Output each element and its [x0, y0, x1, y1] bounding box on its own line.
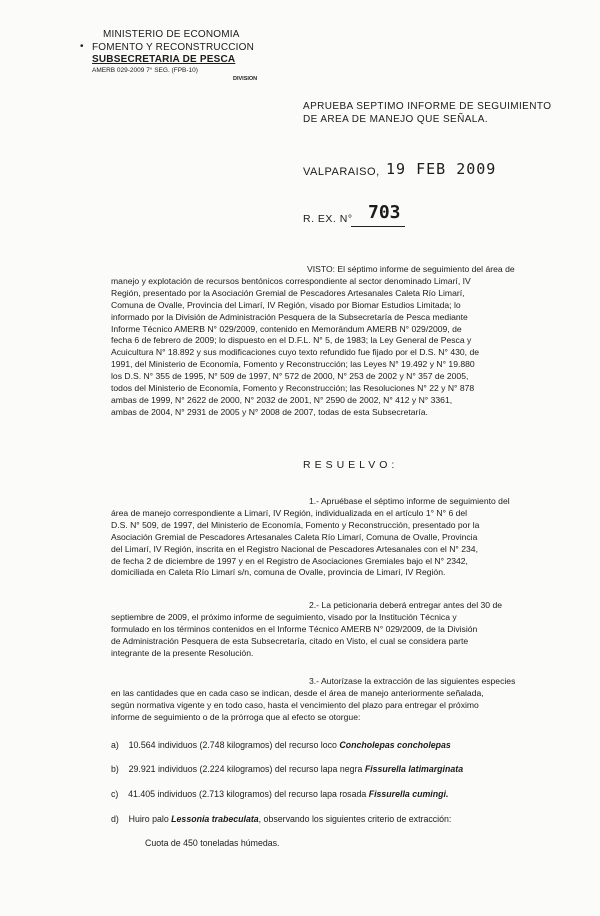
item-text: 10.564 individuos (2.748 kilogramos) del recurso loco — [128, 740, 340, 750]
date-stamp: 19 FEB 2009 — [386, 160, 497, 178]
point-3-paragraph — [111, 676, 567, 724]
place-name: VALPARAISO, — [303, 166, 380, 178]
resolution-label: R. EX. N° — [303, 213, 353, 225]
item-b — [111, 764, 463, 774]
point-2-line: integrante de la presente Resolución. — [111, 647, 254, 658]
file-reference: AMERB 029-2009 7° SEG. (FPB-10) — [92, 67, 198, 74]
visto-line: todos del Ministerio de Economía, Fomento y Reconstrucción; las Resoluciones N° 22 y N° 878 — [111, 383, 475, 394]
species-name: Lessonia trabeculata — [171, 814, 259, 824]
subsecretaria-name: SUBSECRETARIA DE PESCA — [92, 54, 236, 65]
resolution-underline — [351, 226, 405, 227]
item-c — [111, 789, 448, 799]
point-2-line: formulado en los términos contenidos en el Informe Técnico AMERB N° 029/2009, de la División — [111, 623, 478, 634]
species-name: Fissurella latimarginata — [364, 764, 464, 774]
visto-line: fecha 6 de febrero de 2009; lo dispuesto en el D.F.L. N° 5, de 1983; la Ley General de Pesca y — [111, 335, 472, 346]
point-2-line: 2.- La peticionaria deberá entregar antes del 30 de — [309, 600, 503, 610]
item-text: Huiro palo — [128, 814, 172, 824]
species-name: Fissurella cumingi. — [368, 789, 449, 799]
point-2-line: de Administración Pesquera de esta Subsecretaría, citado en Visto, el cual se considera parte — [111, 635, 469, 646]
point-3-line: en las cantidades que en cada caso se indican, desde el área de manejo anteriormente señalada, — [111, 687, 484, 698]
item-text-suffix: , observando los siguientes criterio de extracción: — [258, 814, 452, 824]
point-1-paragraph — [111, 496, 567, 579]
item-letter: d) — [111, 814, 119, 824]
visto-line: Comuna de Ovalle, Provincia del Limarí, IV Región, visado por Biomar Estudios Limitada; lo — [111, 299, 461, 310]
point-1-line: de fecha 2 de diciembre de 1997 y en el Registro de Asociaciones Gremiales bajo el N° 2342, — [111, 555, 468, 566]
division-stamp: DIVISION — [233, 76, 258, 82]
point-3-line: 3.- Autorízase la extracción de las siguientes especies — [309, 676, 516, 686]
item-d — [111, 814, 451, 824]
header-bullet: • — [80, 41, 84, 52]
visto-line: ambas de 2004, N° 2931 de 2005 y N° 2008 de 2007, todas de esta Subsecretaría. — [111, 406, 428, 417]
resuelvo-heading: RESUELVO: — [303, 459, 399, 471]
visto-line: los D.S. N° 355 de 1995, N° 509 de 1997, N° 572 de 2000, N° 253 de 2002 y N° 357 de 2005, — [111, 371, 469, 382]
document-title-line-2: DE AREA DE MANEJO QUE SEÑALA. — [303, 114, 488, 125]
item-text: 29.921 individuos (2.224 kilogramos) del recurso lapa negra — [128, 764, 365, 774]
point-3-line: informe de seguimiento o de la prórroga que al efecto se otorgue: — [111, 711, 361, 722]
visto-line: Región, presentado por la Asociación Gremial de Pescadores Artesanales Caleta Río Limarí, — [111, 287, 465, 298]
visto-line: VISTO: El séptimo informe de seguimiento del área de — [307, 264, 515, 274]
point-1-line: D.S. N° 509, de 1997, del Ministerio de Economía, Fomento y Reconstrucción, presentado por la — [111, 519, 480, 530]
visto-line: Acuicultura N° 18.892 y sus modificaciones cuyo texto refundido fue fijado por el D.S. N° 430, de — [111, 347, 480, 358]
quota-text: Cuota de 450 toneladas húmedas. — [145, 838, 280, 848]
visto-line: informado por la División de Administración Pesquera de la Subsecretaría de Pesca mediante — [111, 311, 468, 322]
item-letter: b) — [111, 764, 119, 774]
point-1-line: 1.- Apruébase el séptimo informe de seguimiento del — [309, 496, 510, 506]
visto-paragraph — [111, 264, 567, 419]
point-1-line: área de manejo correspondiente a Limarí, IV Región, individualizada en el artículo 1° N° 6 del — [111, 507, 468, 518]
item-a — [111, 740, 451, 750]
resolution-number: 703 — [368, 202, 401, 223]
visto-line: ambas de 1999, N° 2622 de 2000, N° 2032 de 2001, N° 2590 de 2002, N° 412 y N° 3361, — [111, 394, 453, 405]
point-1-line: domiciliada en Caleta Río Limarí s/n, comuna de Ovalle, provincia de Limarí, IV Región. — [111, 567, 446, 578]
point-1-line: Asociación Gremial de Pescadores Artesanales Caleta Río Limarí, Comuna de Ovalle, Provincia — [111, 531, 478, 542]
point-3-line: según normativa vigente y en todo caso, hasta el vencimiento del plazo para entregar el próximo — [111, 699, 479, 710]
item-text: 41.405 individuos (2.713 kilogramos) del recurso lapa rosada — [128, 789, 369, 799]
visto-line: Informe Técnico AMERB N° 029/2009, contenido en Memorándum AMERB N° 029/2009, de — [111, 323, 462, 334]
visto-line: 1991, del Ministerio de Economía, Fomento y Reconstrucción; las Leyes N° 19.492 y N° 19.880 — [111, 359, 475, 370]
ministry-name: MINISTERIO DE ECONOMIA — [103, 29, 240, 40]
point-2-line: septiembre de 2009, el próximo informe de seguimiento, visado por la Institución Técnica y — [111, 611, 457, 622]
item-letter: c) — [111, 789, 119, 799]
point-2-paragraph — [111, 600, 567, 660]
ministry-subtitle: FOMENTO Y RECONSTRUCCION — [92, 42, 255, 53]
visto-line: manejo y explotación de recursos bentónicos correspondiente al sector denominado Limarí, IV — [111, 275, 471, 286]
point-1-line: del Limarí, IV Región, inscrita en el Registro Nacional de Pescadores Artesanales con el N° 234, — [111, 543, 478, 554]
species-name: Concholepas concholepas — [339, 740, 451, 750]
item-letter: a) — [111, 740, 119, 750]
document-title-line-1: APRUEBA SEPTIMO INFORME DE SEGUIMIENTO — [303, 101, 552, 112]
